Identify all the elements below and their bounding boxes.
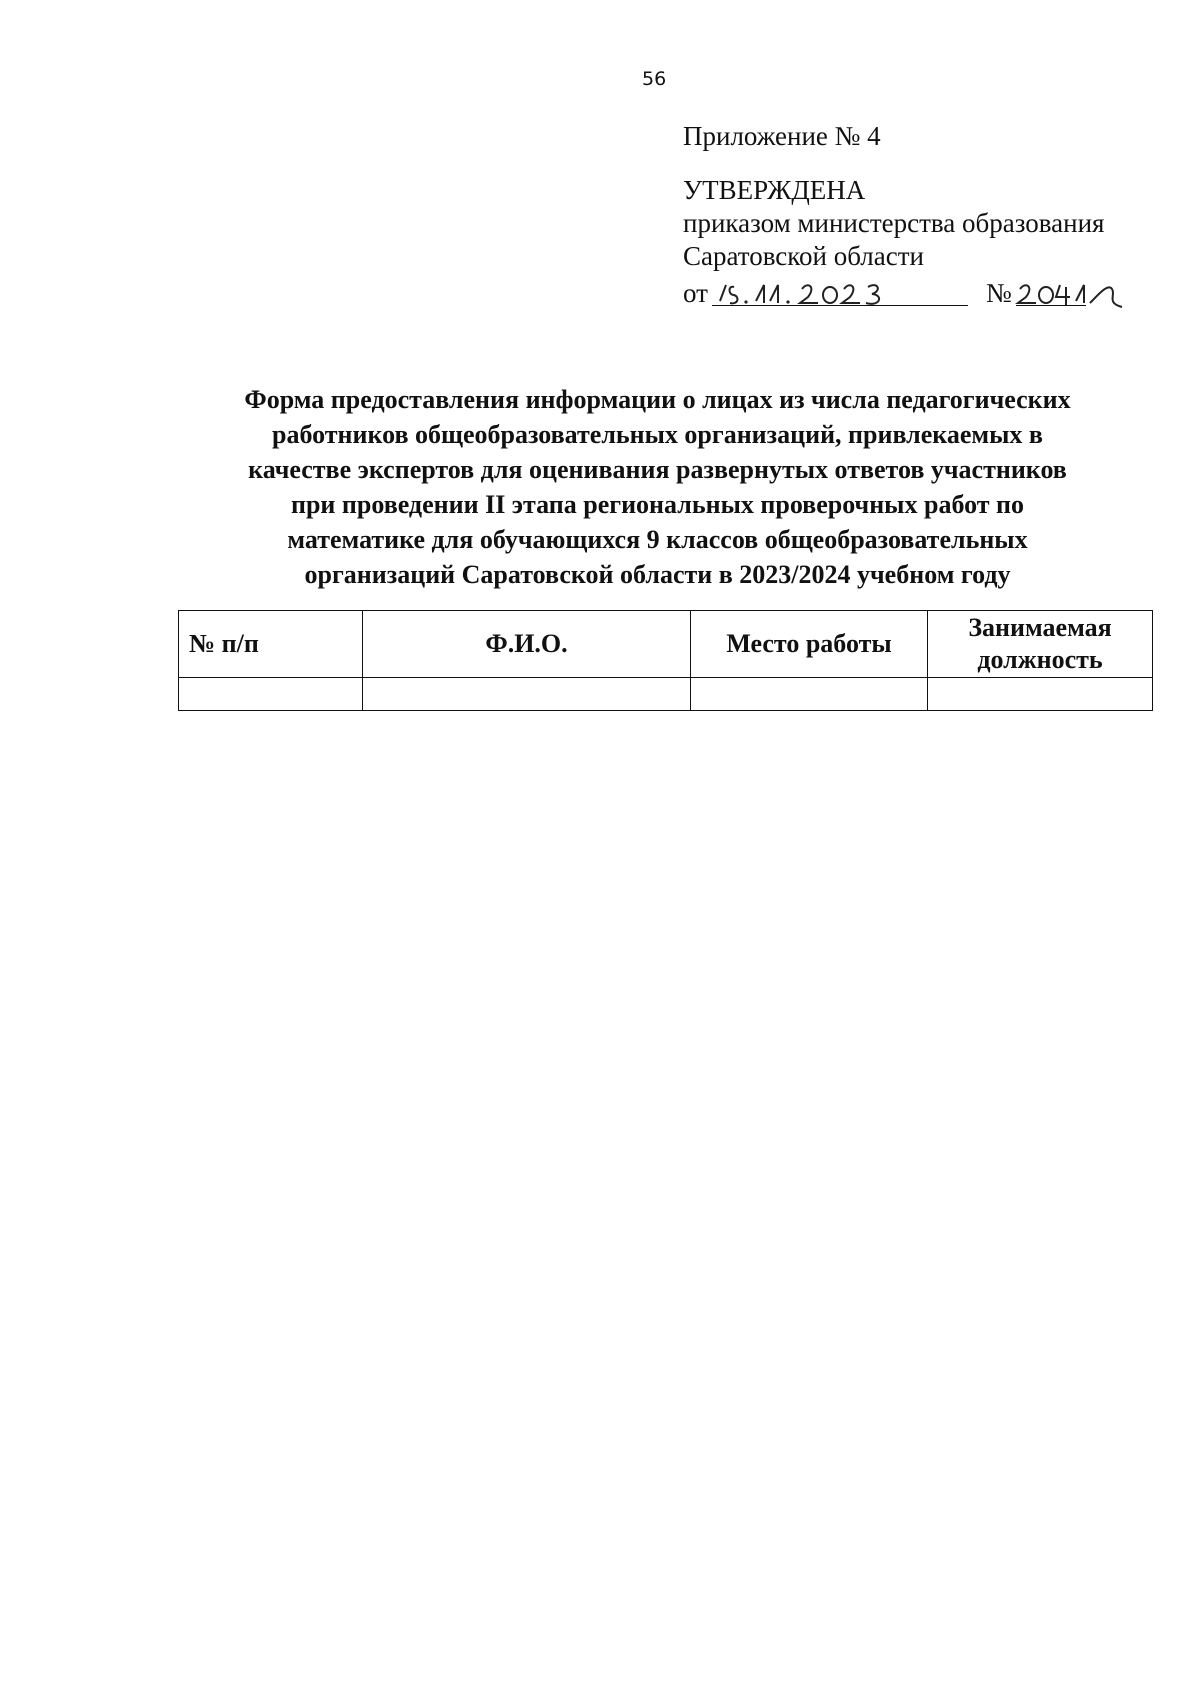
handwritten-number [1016,275,1136,309]
form-title-line: работников общеобразовательных организаций, привлекаемых в [272,420,1043,449]
cell-position [928,678,1153,711]
form-title-line: организаций Саратовской области в 2023/2024 учебном году [304,560,1011,589]
approved-label: УТВЕРЖДЕНА [683,175,866,205]
appendix-label: Приложение № 4 [683,121,881,151]
number-prefix: № [985,278,1012,308]
header-number: № п/п [179,611,363,678]
handwritten-date [712,275,952,309]
date-prefix: от [683,278,708,308]
form-title-line: качестве экспертов для оценивания развернутых ответов участников [248,455,1067,484]
cell-full-name [363,678,691,711]
form-title [120,382,1195,592]
header-full-name: Ф.И.О. [363,611,691,678]
order-date-number-line [683,275,1183,310]
cell-workplace [691,678,928,711]
form-title-line: при проведении II этапа региональных проверочных работ по [290,490,1025,519]
approval-order-line-2: Саратовской области [683,241,924,271]
cell-number [179,678,363,711]
page-number: 56 [642,68,667,90]
table-header-row [179,611,1153,678]
approval-order-line-1: приказом министерства образования [683,208,1105,238]
form-title-line: Форма предоставления информации о лицах из числа педагогических [244,385,1071,414]
handwritten-date-field [712,275,968,306]
table-row [179,678,1153,711]
approval-block [683,120,1183,310]
header-workplace: Место работы [691,611,928,678]
experts-form-table [178,610,1153,711]
header-position: Занимаемая должность [928,611,1153,678]
form-title-line: математике для обучающихся 9 классов общеобразовательных [287,525,1028,554]
handwritten-number-field [1016,275,1086,306]
